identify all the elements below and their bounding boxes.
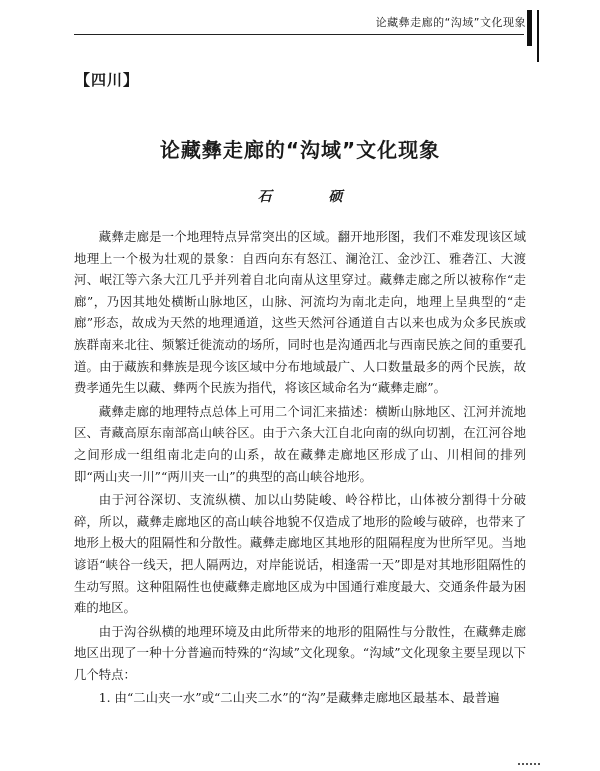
body-paragraph-4: 由于沟谷纵横的地理环境及由此所带来的地形的阻隔性与分散性，在藏彝走廊地区出现了一种十分普遍而特殊的“沟域”文化现象。“沟域”文化现象主要呈现以下几个特点： [74,623,526,682]
article-title: 论藏彝走廊的“沟域”文化现象 [159,138,441,162]
body-paragraph-1: 藏彝走廊是一个地理特点异常突出的区域。翻开地形图，我们不难发现该区域地理上一个极为壮观的景象：自西向东有怒江、澜沧江、金沙江、雅砻江、大渡河、岷江等六条大江几乎并列着自北向南从这里穿过。藏彝走廊之所以被称作“走廊”，乃因其地处横断山脉地区，山脉、河流均为南北走向，地理上呈典型的“走廊”形态，故成为天然的地理通道，这些天然河谷通道自古以来也成为众多民族或族群南来北往、频繁迁徙流动的场所，同时也是沟通西北与西南民族之间的重要孔道。由于藏族和彝族是现今该区域中分布地域最广、人口数量最多的两个民族，故费孝通先生以藏、彝两个民族为指代，将该区域命名为“藏彝走廊”。 [74,229,526,396]
region-tag: 【四川】 [75,71,140,89]
running-header-title: 论藏彝走廊的“沟域”文化现象 [375,16,526,29]
page-number-mark [518,763,540,769]
article-author: 石 硕 [257,189,369,205]
body-paragraph-3: 由于河谷深切、支流纵横、加以山势陡峻、岭谷栉比，山体被分割得十分破碎，所以，藏彝走廊地区的高山峡谷地貌不仅造成了地形的险峻与破碎，也带来了地形上极大的阻隔性和分散性。藏彝走廊地区其地形的阻隔程度为世所罕见。当地谚语“峡谷一线天，把人隔两边，对岸能说话，相逢需一天”即是对其地形阻隔性的生动写照。这种阻隔性也使藏彝走廊地区成为中国通行难度最大、交通条件最为困难的地区。 [74,492,526,616]
header-thick-bar [527,10,532,46]
body-paragraph-2: 藏彝走廊的地理特点总体上可用二个词汇来描述：横断山脉地区、江河并流地区、青藏高原东南部高山峡谷区。由于六条大江自北向南的纵向切割，在江河谷地之间形成一组组南北走向的山系，故在藏彝走廊地区形成了山、川相间的排列即“两山夹一川”“两川夹一山”的典型的高山峡谷地形。 [74,403,526,484]
running-header-rule [74,34,524,35]
article-body [74,226,526,711]
header-thin-bar [537,10,539,62]
body-paragraph-5: 1. 由“二山夹一水”或“二山夹二水”的“沟”是藏彝走廊地区最基本、最普遍 [98,690,500,706]
